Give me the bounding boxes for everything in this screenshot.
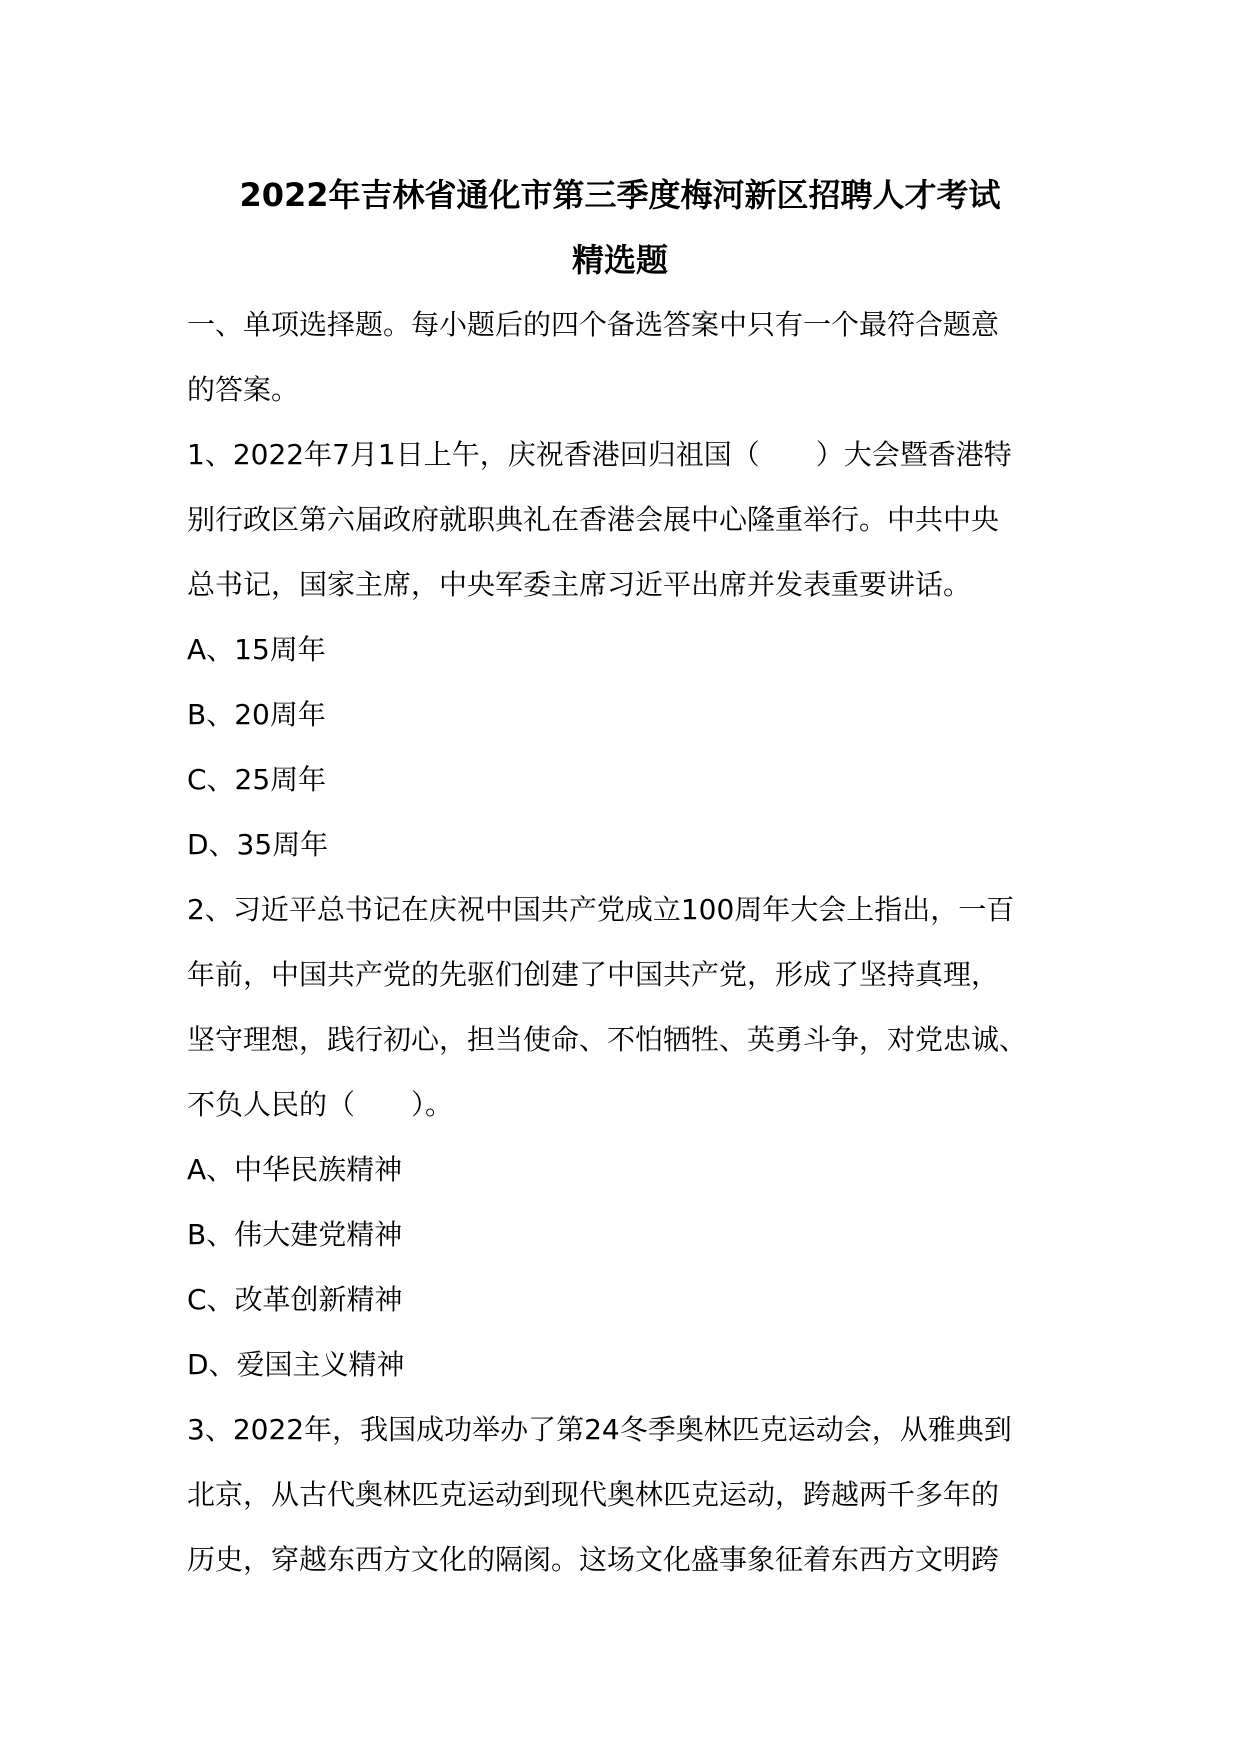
question-2-option-a: A、中华民族精神 [187,1153,403,1186]
document-subtitle: 精选题 [571,241,668,279]
section-heading-line: 的答案。 [187,373,300,406]
question-1-option-c: C、25周年 [187,763,327,796]
question-1-stem-line: 1、2022年7月1日上午，庆祝香港回归祖国（ ）大会暨香港特 [187,438,1012,471]
question-2-stem-line: 不负人民的（ ）。 [187,1088,454,1121]
question-2-option-c: C、改革创新精神 [187,1283,403,1316]
section-heading-line: 一、单项选择题。每小题后的四个备选答案中只有一个最符合题意 [187,308,1000,341]
question-1-option-d: D、35周年 [187,828,329,861]
question-1-option-a: A、15周年 [187,633,326,666]
question-2-stem-line: 2、习近平总书记在庆祝中国共产党成立100周年大会上指出，一百 [187,893,1015,926]
question-1-option-b: B、20周年 [187,698,326,731]
question-3-stem-line: 北京，从古代奥林匹克运动到现代奥林匹克运动，跨越两千多年的 [187,1478,1000,1511]
question-3-stem-line: 3、2022年，我国成功举办了第24冬季奥林匹克运动会，从雅典到 [187,1413,1012,1446]
question-2-stem-line: 年前，中国共产党的先驱们创建了中国共产党，形成了坚持真理， [187,958,1000,991]
question-1-stem-line: 别行政区第六届政府就职典礼在香港会展中心隆重举行。中共中央 [187,503,1000,536]
document-title: 2022年吉林省通化市第三季度梅河新区招聘人才考试 [239,176,1001,214]
question-2-option-b: B、伟大建党精神 [187,1218,403,1251]
question-3-stem-line: 历史，穿越东西方文化的隔阂。这场文化盛事象征着东西方文明跨 [187,1543,1000,1576]
question-2-stem-line: 坚守理想，践行初心，担当使命、不怕牺牲、英勇斗争，对党忠诚、 [187,1023,1028,1056]
question-2-option-d: D、爱国主义精神 [187,1348,405,1381]
question-1-stem-line: 总书记，国家主席，中央军委主席习近平出席并发表重要讲话。 [187,568,972,601]
